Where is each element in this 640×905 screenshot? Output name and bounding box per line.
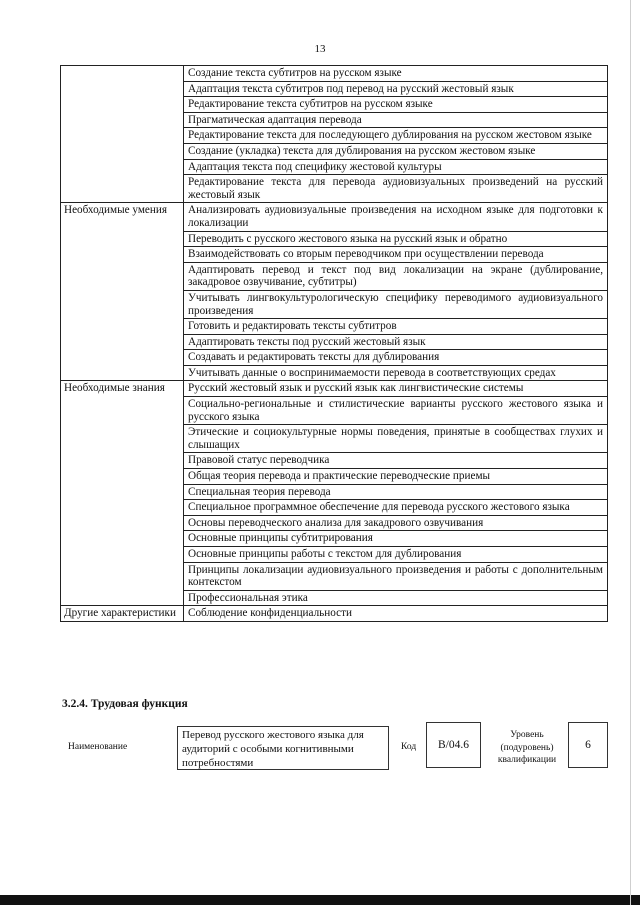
row-item-text: Переводить с русского жестового языка на русский язык и обратно	[184, 231, 608, 247]
row-category-label: Необходимые знания	[61, 381, 184, 606]
qualification-level-label: Уровень (подуровень) квалификации	[497, 730, 557, 765]
row-item-text: Правовой статус переводчика	[184, 453, 608, 469]
row-item-text: Адаптировать тексты под русский жестовый язык	[184, 334, 608, 350]
row-item-text: Принципы локализации аудиовизуального произведения и работы с дополнительным контекстом	[184, 562, 608, 590]
row-item-text: Соблюдение конфиденциальности	[184, 606, 608, 622]
scan-bottom-edge	[0, 895, 640, 905]
row-category-label	[61, 66, 184, 203]
function-name-label: Наименование	[68, 742, 128, 752]
page-number: 13	[314, 43, 326, 55]
function-code-value: B/04.6	[426, 722, 481, 768]
table-row	[61, 66, 608, 82]
row-item-text: Специальная теория перевода	[184, 484, 608, 500]
row-item-text: Социально-региональные и стилистические варианты русского жестового языка и русского языка	[184, 397, 608, 425]
job-function-table	[60, 65, 608, 622]
row-item-text: Адаптировать перевод и текст под вид локализации на экране (дублирование, закадровое озвучивание, субтитры)	[184, 262, 608, 290]
section-heading: 3.2.4. Трудовая функция	[62, 698, 188, 710]
row-item-text: Готовить и редактировать тексты субтитров	[184, 319, 608, 335]
row-item-text: Адаптация текста субтитров под перевод на русский жестовый язык	[184, 81, 608, 97]
row-item-text: Редактирование текста для последующего дублирования на русском жестовом языке	[184, 128, 608, 144]
function-code-label: Код	[401, 742, 417, 752]
row-item-text: Редактирование текста для перевода аудиовизуальных произведений на русский жестовый язык	[184, 175, 608, 203]
row-item-text: Основные принципы работы с текстом для дублирования	[184, 547, 608, 563]
job-function-table-body	[61, 66, 608, 622]
qualification-level-value: 6	[568, 722, 608, 768]
row-item-text: Взаимодействовать со вторым переводчиком при осуществлении перевода	[184, 247, 608, 263]
row-item-text: Редактирование текста субтитров на русском языке	[184, 97, 608, 113]
row-category-label: Другие характеристики	[61, 606, 184, 622]
table-row	[61, 381, 608, 397]
table-row	[61, 203, 608, 231]
row-item-text: Профессиональная этика	[184, 590, 608, 606]
row-item-text: Основы переводческого анализа для закадрового озвучивания	[184, 515, 608, 531]
scan-right-edge	[630, 0, 631, 905]
function-name-value: Перевод русского жестового языка для аудиторий с особыми когнитивными потребностями	[177, 726, 389, 770]
row-item-text: Русский жестовый язык и русский язык как лингвистические системы	[184, 381, 608, 397]
row-item-text: Этические и социокультурные нормы поведения, принятые в сообществах глухих и слышащих	[184, 425, 608, 453]
row-item-text: Адаптация текста под специфику жестовой культуры	[184, 159, 608, 175]
row-item-text: Общая теория перевода и практические переводческие приемы	[184, 469, 608, 485]
row-item-text: Анализировать аудиовизуальные произведения на исходном языке для подготовки к локализации	[184, 203, 608, 231]
row-item-text: Специальное программное обеспечение для перевода русского жестового языка	[184, 500, 608, 516]
row-item-text: Прагматическая адаптация перевода	[184, 112, 608, 128]
table-row	[61, 606, 608, 622]
row-item-text: Создавать и редактировать тексты для дублирования	[184, 350, 608, 366]
row-category-label: Необходимые умения	[61, 203, 184, 381]
row-item-text: Создание (укладка) текста для дублирования на русском жестовом языке	[184, 143, 608, 159]
row-item-text: Создание текста субтитров на русском языке	[184, 66, 608, 82]
row-item-text: Основные принципы субтитрирования	[184, 531, 608, 547]
row-item-text: Учитывать данные о воспринимаемости перевода в соответствующих средах	[184, 365, 608, 381]
row-item-text: Учитывать лингвокультурологическую специфику переводимого аудиовизуального произведения	[184, 290, 608, 318]
